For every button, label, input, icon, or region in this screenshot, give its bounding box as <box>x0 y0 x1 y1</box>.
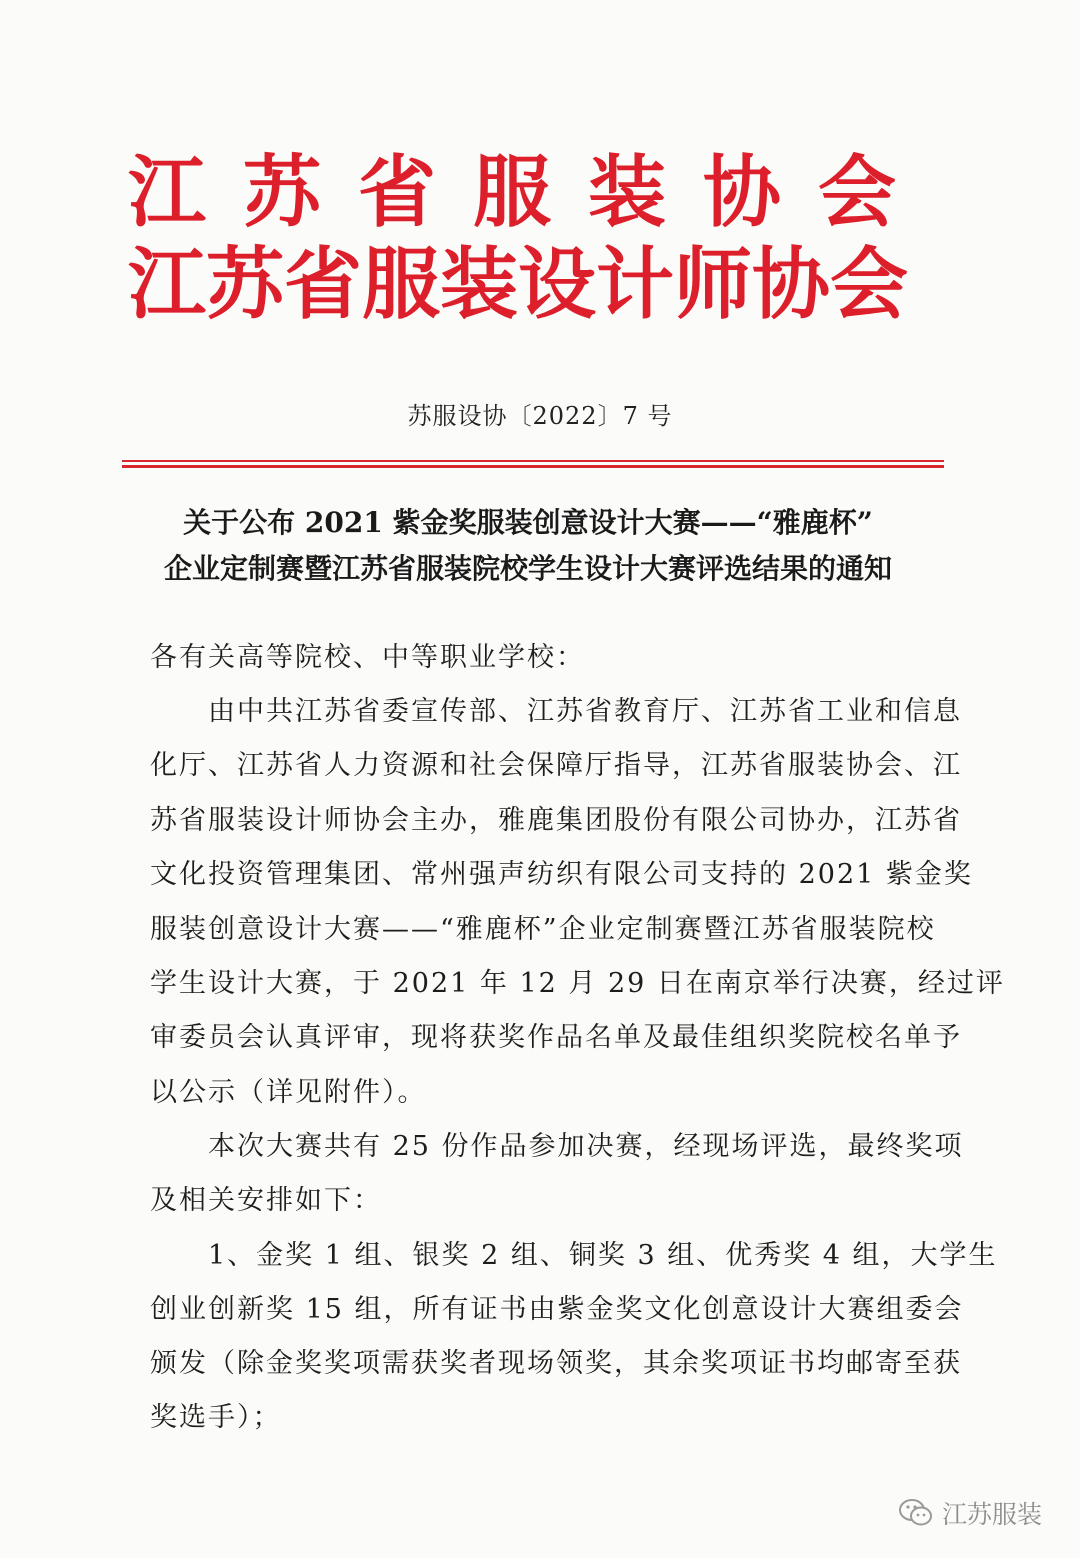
body-line: 本次大赛共有 25 份作品参加决赛，经现场评选，最终奖项 <box>150 1131 964 1162</box>
org-title-line-2: 江苏省服装设计师协会 <box>128 240 909 330</box>
body-line: 及相关安排如下： <box>150 1185 382 1216</box>
watermark-text: 江苏服装 <box>942 1500 1043 1529</box>
body-line: 颁发（除金奖奖项需获奖者现场领奖，其余奖项证书均邮寄至获 <box>150 1348 962 1379</box>
body-line: 由中共江苏省委宣传部、江苏省教育厅、江苏省工业和信息 <box>150 696 962 727</box>
body-line: 以公示（详见附件）。 <box>150 1077 427 1108</box>
notice-title-line-1: 关于公布 2021 紫金奖服装创意设计大赛——“雅鹿杯” <box>183 506 873 539</box>
body-line: 审委员会认真评审，现将获奖作品名单及最佳组织奖院校名单予 <box>150 1022 962 1053</box>
body-line: 学生设计大赛，于 2021 年 12 月 29 日在南京举行决赛，经过评 <box>150 968 1005 999</box>
body-line: 化厅、江苏省人力资源和社会保障厅指导，江苏省服装协会、江 <box>150 750 962 781</box>
watermark <box>898 1493 1042 1533</box>
notice-title-line-2: 企业定制赛暨江苏省服装院校学生设计大赛评选结果的通知 <box>163 552 892 585</box>
wechat-icon <box>898 1497 934 1529</box>
body-line: 奖选手）； <box>150 1402 282 1433</box>
header-rule-thin <box>122 460 944 462</box>
body-line: 苏省服装设计师协会主办，雅鹿集团股份有限公司协办，江苏省 <box>150 805 962 836</box>
body-line: 服装创意设计大赛——“雅鹿杯”企业定制赛暨江苏省服装院校 <box>150 914 936 945</box>
body-line: 文化投资管理集团、常州强声纺织有限公司支持的 2021 紫金奖 <box>150 859 973 890</box>
salutation: 各有关高等院校、中等职业学校： <box>150 642 585 673</box>
body-line: 创业创新奖 15 组，所有证书由紫金奖文化创意设计大赛组委会 <box>150 1294 964 1325</box>
document-number: 苏服设协〔2022〕7 号 <box>407 402 673 430</box>
body-line: 1、金奖 1 组、银奖 2 组、铜奖 3 组、优秀奖 4 组，大学生 <box>150 1240 998 1271</box>
org-title-line-1: 江苏省服装协会 <box>128 148 934 238</box>
header-rule-thick <box>122 465 944 468</box>
